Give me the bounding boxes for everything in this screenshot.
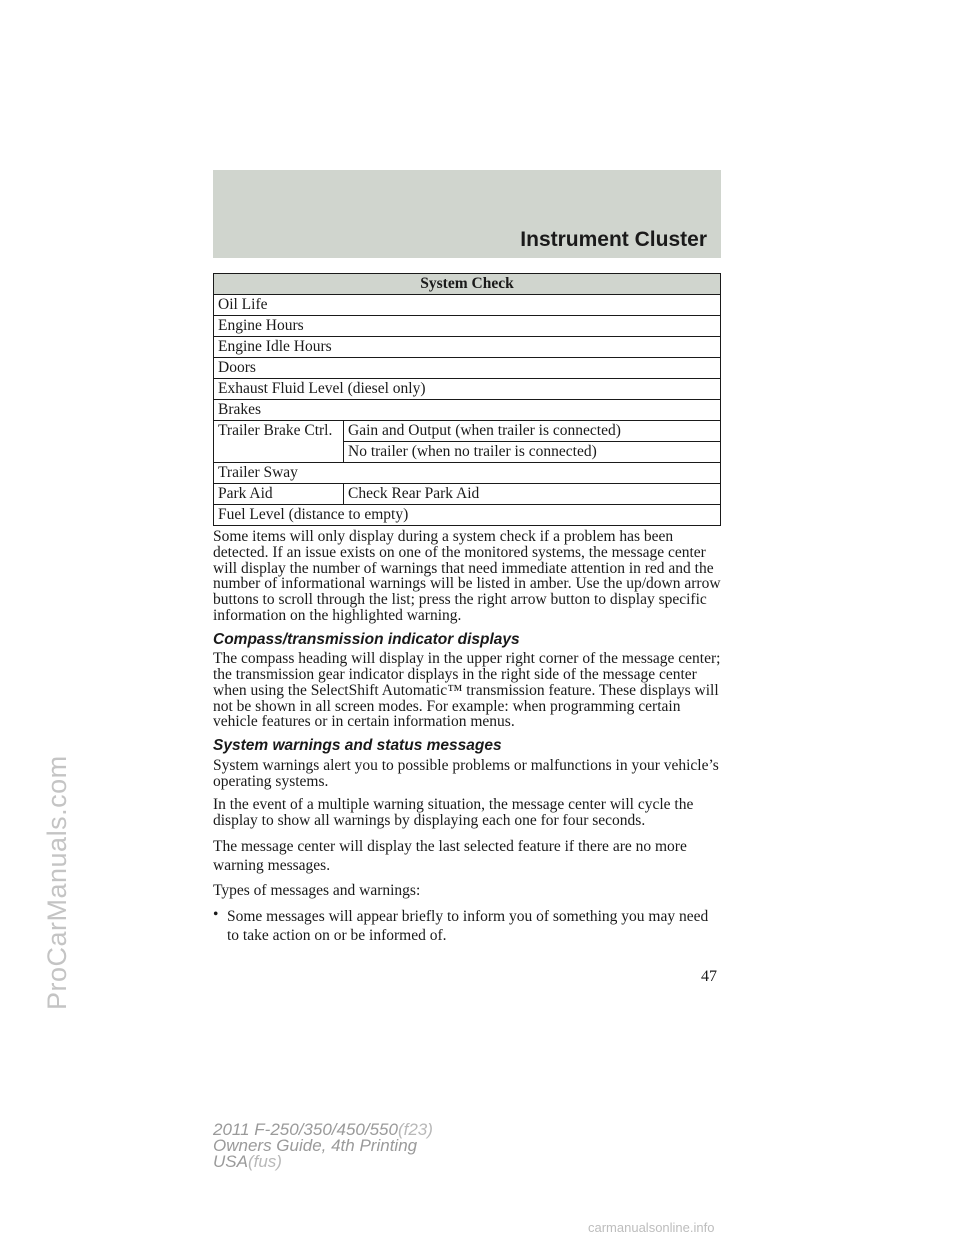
footer-market-code: (fus): [247, 1152, 282, 1171]
watermark: [0, 0, 70, 1242]
table-heading: System Check: [214, 274, 721, 295]
row-park-aid-value: Check Rear Park Aid: [344, 484, 721, 505]
heading-system-warnings: System warnings and status messages: [213, 737, 502, 755]
bullet-mark: •: [213, 905, 219, 923]
row-park-aid-label: Park Aid: [214, 484, 344, 505]
table-row: [214, 463, 721, 484]
table-row: [214, 421, 721, 442]
row-brakes: Brakes: [214, 400, 721, 421]
paragraph-warnings-intro: System warnings alert you to possible problems or malfunctions in your vehicle’s operating systems.: [213, 756, 719, 790]
watermark-text: ProCarManuals.com: [42, 755, 72, 1010]
table-row: [214, 484, 721, 505]
table-row: [214, 379, 721, 400]
row-engine-idle-hours: Engine Idle Hours: [214, 337, 721, 358]
paragraph-system-check: Some items will only display during a system check if a problem has been detected. If an issue exists on one of the monitored systems, the message center will display the number of warnings that need immediate attention in red and the number of informational warnings will be listed in amber. Use the up/down arrow buttons to scroll through the list; press the right arrow button to display specific information on the highlighted warning.: [213, 528, 721, 624]
row-trailer-brake-sub1: Gain and Output (when trailer is connected): [344, 421, 721, 442]
row-oil-life: Oil Life: [214, 295, 721, 316]
row-exhaust-fluid: Exhaust Fluid Level (diesel only): [214, 379, 721, 400]
bullet-item: [213, 907, 721, 945]
row-engine-hours: Engine Hours: [214, 316, 721, 337]
paragraph-compass: The compass heading will display in the upper right corner of the message center; the transmission gear indicator displays in the right side of the message center when using the SelectShift Automatic™ transmission feature. These displays will not be shown in all screen modes. For example: when programming certain vehicle features or in certain information menus.: [213, 650, 721, 731]
table-row: [214, 337, 721, 358]
table-row: [214, 505, 721, 526]
bullet-text: Some messages will appear briefly to inform you of something you may need to take action on or be informed of.: [227, 907, 709, 944]
row-trailer-brake-label: Trailer Brake Ctrl.: [214, 421, 344, 463]
table-row: [214, 316, 721, 337]
footer-line-2: Owners Guide, 4th Printing: [213, 1136, 418, 1155]
footer-line-3: [213, 1154, 433, 1170]
row-doors: Doors: [214, 358, 721, 379]
section-header: [213, 170, 721, 258]
table-row: [214, 358, 721, 379]
section-title: Instrument Cluster: [520, 228, 707, 251]
footer-market: USA: [213, 1152, 248, 1171]
row-trailer-sway: Trailer Sway: [214, 463, 721, 484]
system-check-table: [213, 273, 721, 526]
table-row: [214, 295, 721, 316]
heading-compass: Compass/transmission indicator displays: [213, 630, 520, 648]
footer-model: 2011 F-250/350/450/550: [213, 1120, 398, 1139]
site-watermark: carmanualsonline.info: [588, 1220, 715, 1235]
footer-model-code: (f23): [397, 1120, 433, 1139]
table-row: [214, 400, 721, 421]
paragraph-last-feature: The message center will display the last selected feature if there are no more warning messages.: [213, 837, 687, 874]
page-number: 47: [701, 968, 717, 985]
row-trailer-brake-sub2: No trailer (when no trailer is connected): [344, 442, 721, 463]
footer: [213, 1122, 433, 1170]
paragraph-multiple-warnings: In the event of a multiple warning situation, the message center will cycle the display to show all warnings by displaying each one for four seconds.: [213, 796, 694, 830]
row-fuel-level: Fuel Level (distance to empty): [214, 505, 721, 526]
paragraph-types: Types of messages and warnings:: [213, 881, 421, 899]
table-header-row: [214, 274, 721, 295]
page-content: [213, 273, 721, 945]
